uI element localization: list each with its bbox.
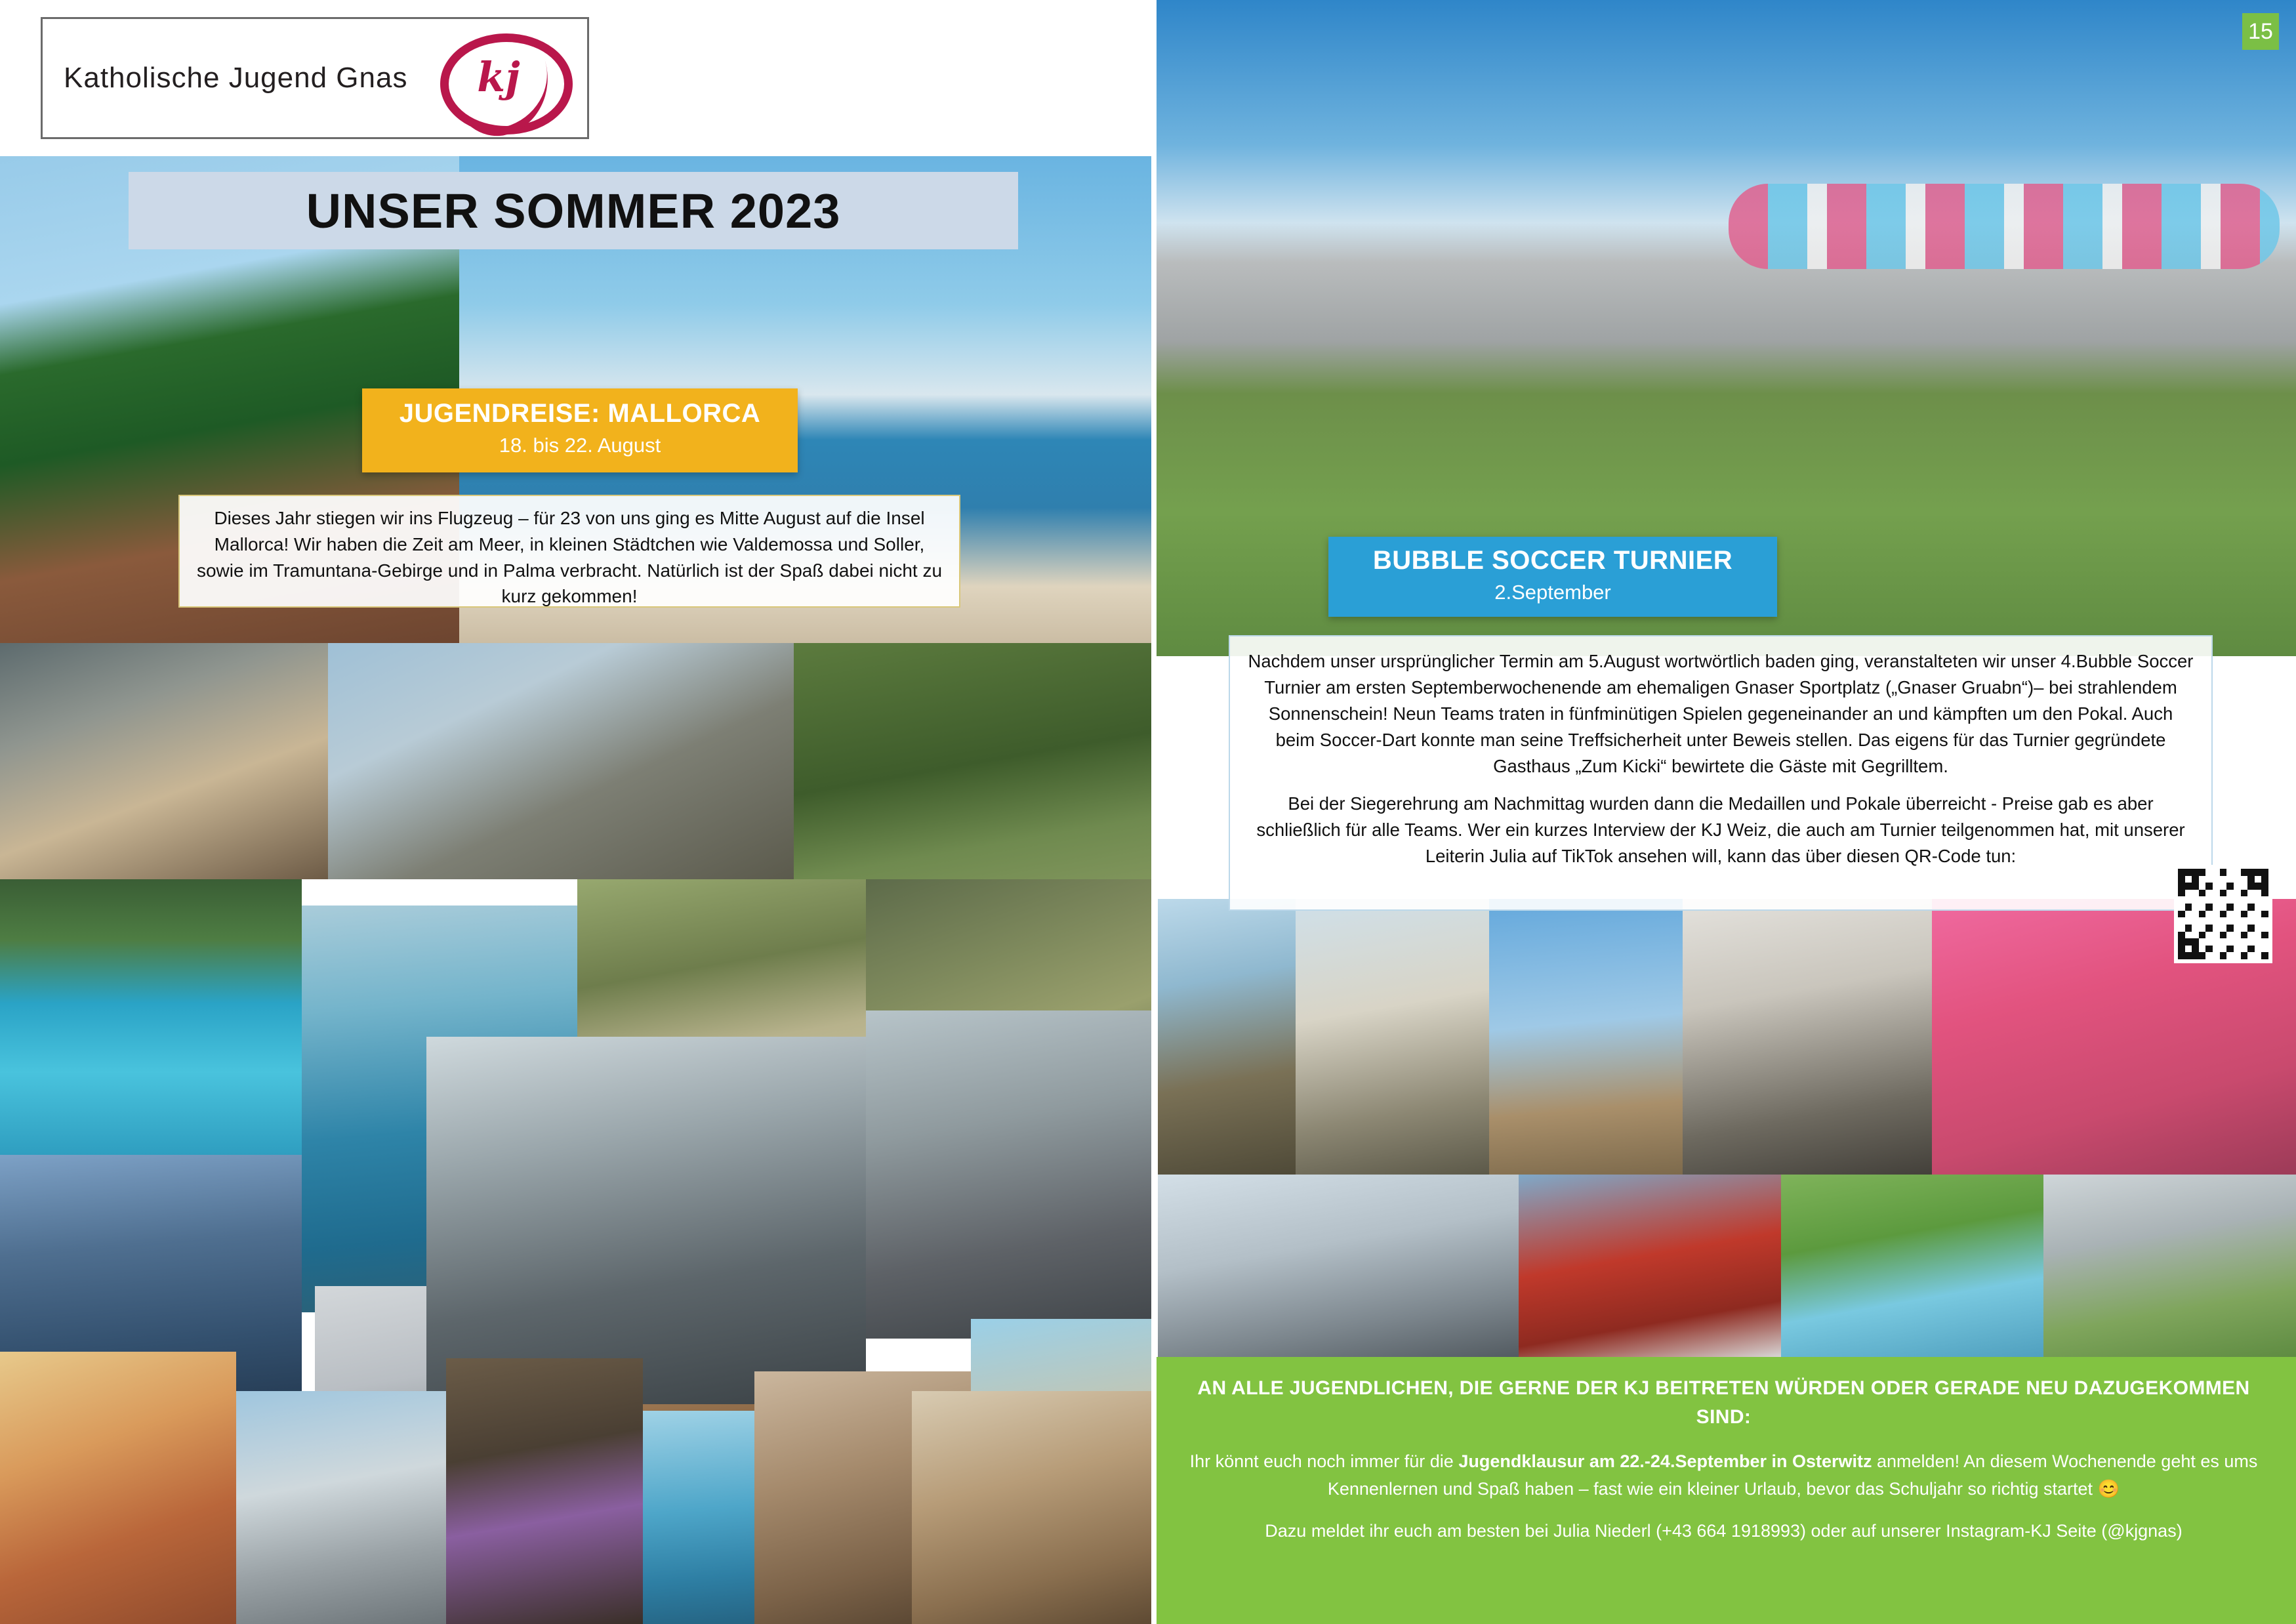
trip-banner-title: JUGENDREISE: MALLORCA (399, 399, 761, 428)
photo-terrace-crowd (866, 1010, 1151, 1339)
callout-line-1-pre: Ihr könnt euch noch immer für die (1189, 1451, 1459, 1471)
photo-cathedral-window (446, 1358, 643, 1624)
callout-heading: AN ALLE JUGENDLICHEN, DIE GERNE DER KJ BEITRETEN WÜRDEN ODER GERADE NEU DAZUGEKOMMEN SIND: (1197, 1377, 2250, 1428)
photo-bubble-rolling (1781, 1175, 2043, 1358)
page-number: 15 (2242, 13, 2279, 50)
photo-team-red (1519, 1175, 1781, 1358)
masthead (0, 0, 1151, 156)
photo-trophy-winner (1158, 899, 1296, 1175)
membership-callout (1151, 1357, 2296, 1624)
event-banner-title: BUBBLE SOCCER TURNIER (1372, 546, 1733, 575)
callout-line-1-bold: Jugendklausur am 22.-24.September in Osterwitz (1458, 1451, 1872, 1471)
photo-team-group (1158, 1175, 1519, 1358)
photo-jeep-two (236, 1391, 446, 1624)
photo-olive-tree (794, 643, 1151, 919)
callout-line-2: Dazu meldet ihr euch am besten bei Julia Niederl (+43 664 1918993) oder auf unserer Instagram-KJ Seite (@kjgnas) (1265, 1520, 2183, 1541)
callout-line-1-post: anmelden! An diesem Wochenende geht es ums Kennenlernen und Spaß haben – fast wie ein kleiner Urlaub, bevor das Schuljahr so richtig startet 😊 (1327, 1451, 2258, 1499)
photo-dinner-couple (912, 1391, 1151, 1624)
page-title (129, 172, 1018, 249)
qr-code[interactable] (2174, 865, 2272, 963)
page-title-text: UNSER SOMMER 2023 (306, 183, 841, 238)
logo-box (41, 17, 589, 139)
event-paragraph-1: Nachdem unser ursprünglicher Termin am 5.August wortwörtlich baden ging, veranstalteten wir unser 4.Bubble Soccer Turnier am ersten Septemberwochenende am ehemaligen Gnaser Sportplatz („Gnaser Gruabn“)– bei strahlendem Sonnenschein! Neun Teams traten in fünfminütigen Spielen gegeneinander an und kämpften um den Pokal. Auch beim Soccer-Dart konnte man seine Treffsicherheit unter Beweis stellen. Das eigens für das Turnier gegründete Gasthaus „Zum Kicki“ bewirtete die Gäste mit Gegrilltem. (1248, 651, 2194, 776)
photo-soccer-dart (2043, 1175, 2296, 1358)
photo-terrace-crowd-2 (426, 1037, 866, 1404)
callout-body (1178, 1448, 2270, 1545)
photo-grill-stand (1683, 899, 1932, 1175)
org-name: Katholische Jugend Gnas (64, 62, 408, 94)
page-gutter (1151, 0, 1157, 1624)
trip-banner-dates: 18. bis 22. August (499, 434, 661, 457)
event-description (1229, 635, 2213, 911)
photo-pool (0, 879, 302, 1155)
kj-logo-icon (436, 24, 561, 129)
photo-bubble-row (1729, 184, 2280, 269)
kj-logo-letters: kj (477, 52, 520, 101)
right-page (1151, 0, 2296, 1624)
photo-group-jeeps (328, 643, 794, 879)
photo-medal-winner (1296, 899, 1489, 1175)
photo-bar-group (0, 643, 328, 879)
callout-line-1 (1178, 1448, 2270, 1503)
event-banner (1328, 537, 1777, 617)
trip-banner (362, 388, 798, 472)
event-paragraph-2: Bei der Siegerehrung am Nachmittag wurden dann die Medaillen und Pokale überreicht - Preise gab es aber schließlich für alle Teams. Wer ein kurzes Interview der KJ Weiz, die auch am Turnier teilgenommen hat, mit unserer Leiterin Julia auf TikTok ansehen will, kann das über diesen QR-Code tun: (1256, 793, 2185, 867)
photo-paella (0, 1352, 236, 1624)
event-banner-date: 2.September (1494, 581, 1611, 604)
trip-description: Dieses Jahr stiegen wir ins Flugzeug – für 23 von uns ging es Mitte August auf die Insel Mallorca! Wir haben die Zeit am Meer, in kleinen Städtchen wie Valdemossa und Soller, sowie im Tramuntana-Gebirge und in Palma verbracht. Natürlich ist der Spaß dabei nicht zu kurz gekommen! (178, 495, 960, 608)
photo-celebrating-man (1489, 899, 1683, 1175)
